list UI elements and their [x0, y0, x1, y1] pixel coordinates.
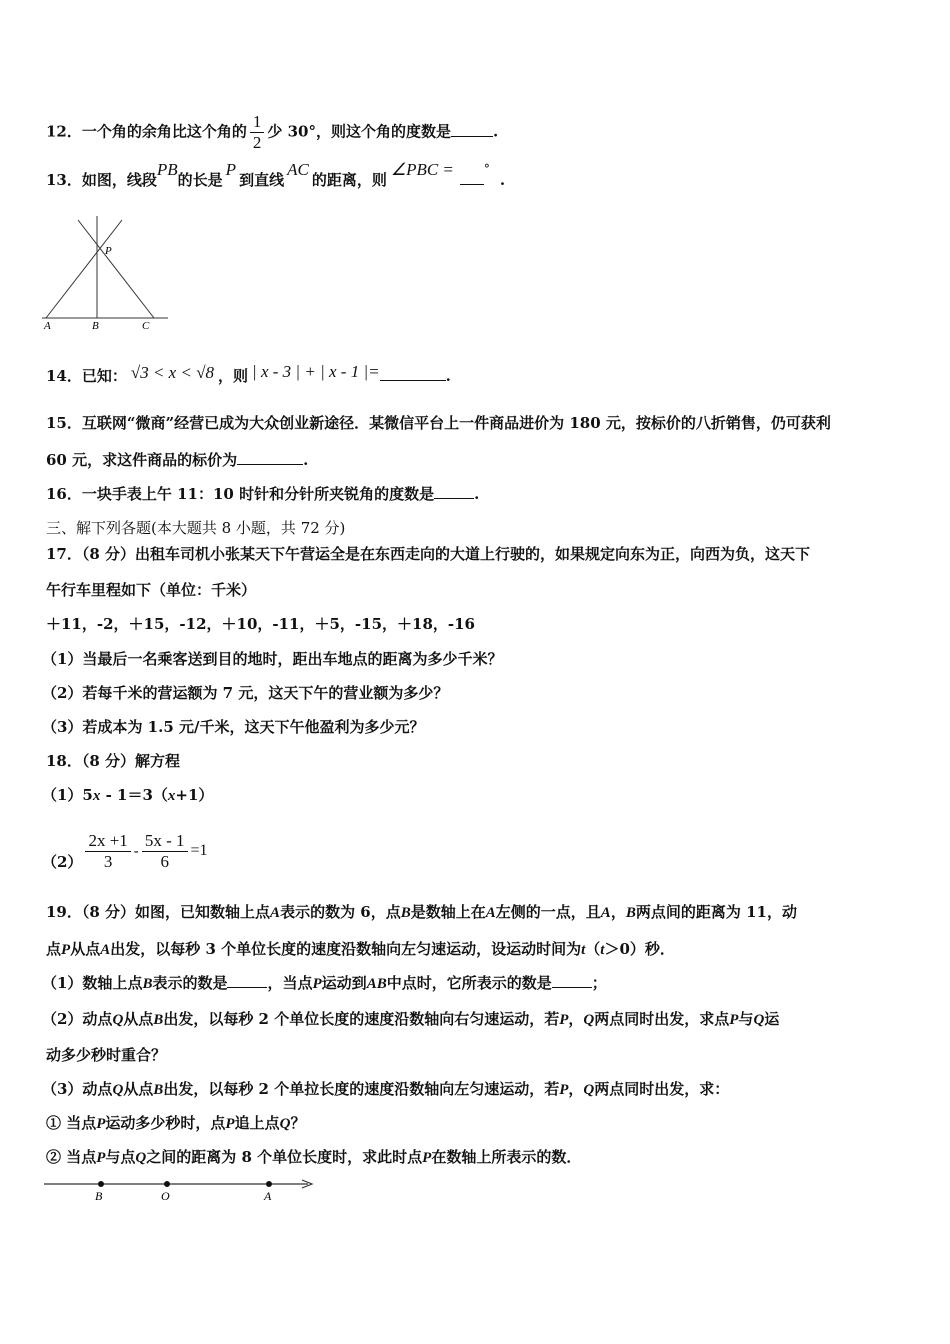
number-line-figure — [40, 1174, 320, 1206]
answer-blank — [451, 122, 493, 137]
mileage-data: ＋11，-2，＋15，-12，＋10，-11，＋5，-15，＋18，-16 — [46, 615, 475, 633]
question-19-sub2: （2）动点Q从点B出发，以每秒 2 个单位长度的速度沿数轴向右匀速运动，若P，Q两点同时出发，求点P与Q运 — [42, 1010, 780, 1028]
equation-1: （1）5x - 1＝3（x+1） — [42, 786, 214, 804]
question-17-sub2: （2）若每千米的营运额为 7 元，这天下午的营业额为多少？ — [42, 684, 449, 702]
label-b: B — [95, 1189, 103, 1203]
equation-2: （2） $\frac{2x +1}{3}$ - $\frac{5x - 1}{6}$ =1 — [42, 830, 208, 871]
label-a: A — [264, 1189, 272, 1203]
section-title: 三、解下列各题(本大题共 8 小题，共 72 分) — [46, 519, 346, 537]
point-o — [164, 1181, 170, 1187]
line-cp — [78, 220, 154, 318]
triangle-figure — [40, 214, 174, 334]
one-half-fraction: $\frac{1}{2}$ — [250, 112, 265, 153]
label-b: B — [92, 320, 99, 332]
point-a — [266, 1181, 272, 1187]
question-18-title: 18．（8 分）解方程 — [46, 752, 181, 770]
question-19-line2: 点P从点A出发，以每秒 3 个单位长度的速度沿数轴向左匀速运动，设运动时间为t（t＞0）秒． — [46, 940, 675, 958]
answer-blank — [552, 973, 592, 988]
question-17-line1: 17．（8 分）出租车司机小张某天下午营运全是在东西走向的大道上行驶的，如果规定向东为正，向西为负，这天下 — [46, 545, 811, 563]
question-15-line1: 15．互联网“微商”经营已成为大众创业新途径．某微信平台上一件商品进价为 180 元，按标价的八折销售，仍可获利 — [46, 414, 831, 432]
answer-blank — [460, 170, 484, 185]
question-17-sub3: （3）若成本为 1.5 元/千米，这天下午他盈利为多少元？ — [42, 718, 425, 736]
question-16: 16．一块手表上午 11：10 时针和分针所夹锐角的度数是 . — [46, 485, 480, 503]
fraction-left: $\frac{2x +1}{3}$ — [85, 831, 130, 872]
label-o: O — [161, 1189, 170, 1203]
label-c: C — [142, 320, 150, 332]
question-15-line2: 60 元，求这件商品的标价为 . — [46, 451, 309, 469]
question-19-sub2-line2: 动多少秒时重合？ — [46, 1046, 167, 1064]
question-12: 12．一个角的余角比这个角的 $\frac{1}{2}$ 少 30°，则这个角的度数是 . — [46, 112, 499, 152]
q12-text: 12．一个角的余角比这个角的 — [46, 122, 247, 141]
label-p: P — [105, 245, 112, 257]
question-14: 14．已知： √3 < x < √8 ，则 | x - 3 | + | x - 1 |= . — [46, 362, 451, 385]
question-19-case2: ② 当点P与点Q之间的距离为 8 个单位长度时，求此时点P在数轴上所表示的数． — [46, 1148, 582, 1166]
question-19-sub1: （1）数轴上点B表示的数是 ，当点P运动到AB中点时，它所表示的数是 ； — [42, 974, 607, 992]
question-19-case1: ① 当点P运动多少秒时，点P追上点Q？ — [46, 1114, 306, 1132]
question-19-sub3: （3）动点Q从点B出发，以每秒 2 个单拉长度的速度沿数轴向左匀速运动，若P，Q两点同时出发，求： — [42, 1080, 730, 1098]
answer-blank — [227, 973, 267, 988]
fraction-right: $\frac{5x - 1}{6}$ — [142, 831, 188, 872]
question-13: 13．如图，线段PB的长是P到直线AC的距离，则∠PBC = °. — [46, 160, 506, 189]
question-17-sub1: （1）当最后一名乘客送到目的地时，距出车地点的距离为多少千米？ — [42, 650, 503, 668]
answer-blank — [380, 366, 446, 381]
answer-blank — [434, 484, 474, 499]
answer-blank — [237, 450, 303, 465]
point-b — [98, 1181, 104, 1187]
question-17-line2: 午行车里程如下（单位：千米） — [46, 581, 257, 599]
line-ap — [46, 220, 122, 318]
question-19-line1: 19．（8 分）如图，已知数轴上点A表示的数为 6，点B是数轴上在A左侧的一点，且A，B两点间的距离为 11，动 — [46, 903, 797, 921]
label-a: A — [44, 320, 51, 332]
